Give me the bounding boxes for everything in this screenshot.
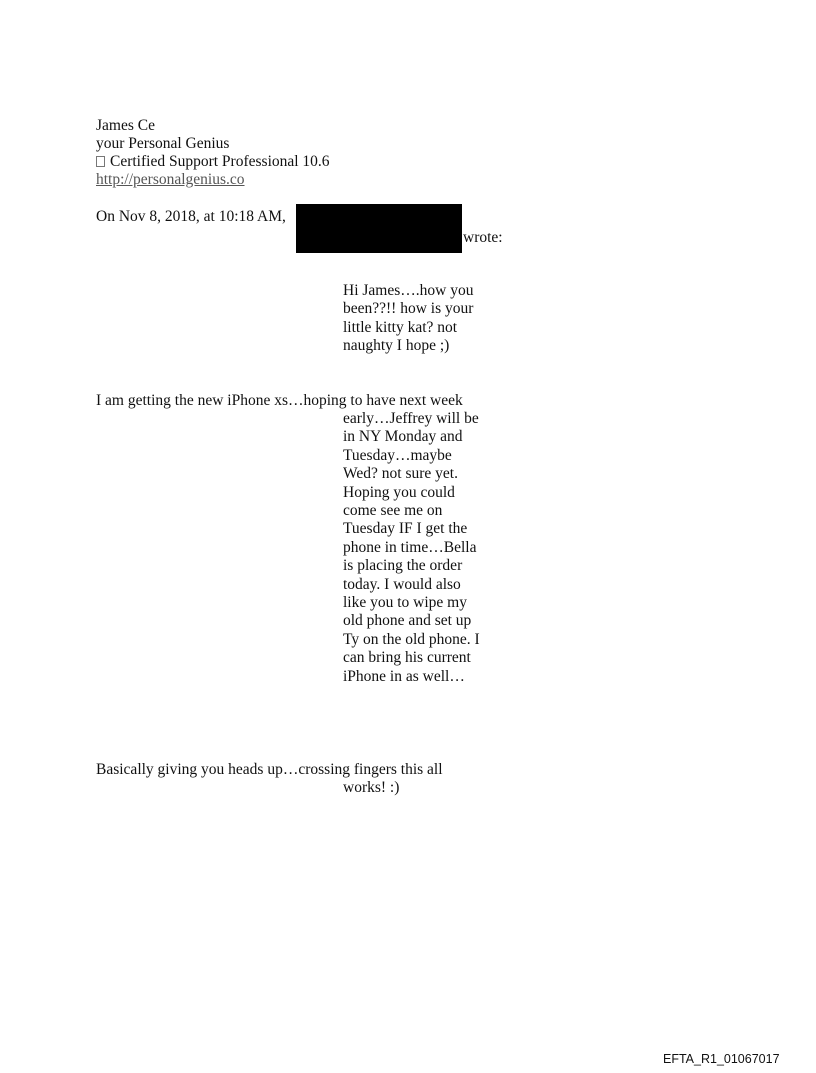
quote-header-prefix: On Nov 8, 2018, at 10:18 AM, bbox=[96, 208, 286, 225]
message-paragraph-3-body bbox=[343, 779, 483, 797]
redaction-box bbox=[296, 204, 462, 253]
message-paragraph-2-lead: I am getting the new iPhone xs…hoping to have next week bbox=[96, 392, 463, 409]
message-text: works! :) bbox=[343, 779, 400, 796]
signature-tagline: your Personal Genius bbox=[96, 135, 230, 152]
message-paragraph-2-body bbox=[343, 410, 483, 686]
signature-certification-line bbox=[96, 153, 330, 171]
signature-url-link[interactable]: http://personalgenius.co bbox=[96, 171, 245, 188]
signature-name: James Ce bbox=[96, 117, 155, 134]
message-paragraph-3-lead: Basically giving you heads up…crossing fingers this all bbox=[96, 761, 443, 778]
apple-logo-icon bbox=[96, 156, 105, 167]
message-paragraph-1 bbox=[343, 282, 483, 356]
message-text: early…Jeffrey will be in NY Monday and Tuesday…maybe Wed? not sure yet. Hoping you could come see me on Tuesday IF I get the phone in time…Bella is placing the order today. I would also like you to wipe my old phone and set up Ty on the old phone. I can bring his current iPhone in as well… bbox=[343, 410, 480, 685]
signature-certification: Certified Support Professional 10.6 bbox=[110, 153, 330, 170]
message-text: Hi James….how you been??!! how is your little kitty kat? not naughty I hope ;) bbox=[343, 282, 474, 355]
quote-header-suffix: wrote: bbox=[463, 229, 503, 246]
document-id: EFTA_R1_01067017 bbox=[663, 1052, 780, 1066]
